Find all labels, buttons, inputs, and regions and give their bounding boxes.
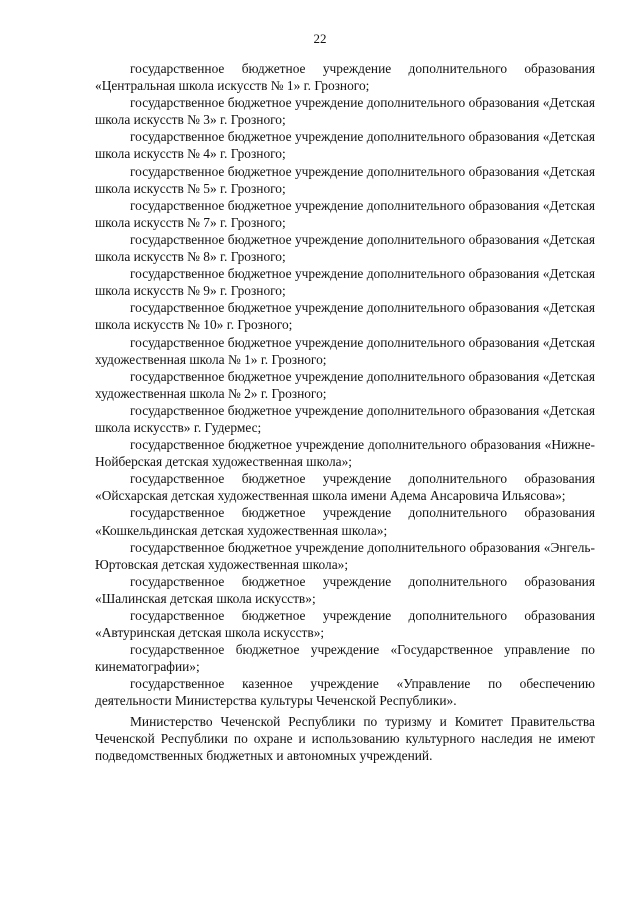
paragraph: государственное бюджетное учреждение дополнительного образования «Шалинская детская школа искусств»; [95, 573, 595, 606]
paragraph: государственное бюджетное учреждение дополнительного образования «Энгель-Юртовская детская художественная школа»; [95, 539, 595, 572]
paragraph: государственное бюджетное учреждение дополнительного образования «Детская школа искусств № 4» г. Грозного; [95, 129, 595, 162]
paragraph: государственное бюджетное учреждение дополнительного образования «Детская школа искусств № 9» г. Грозного; [95, 266, 595, 299]
page-number: 22 [313, 31, 327, 46]
paragraph: государственное бюджетное учреждение дополнительного образования «Детская художественная школа № 1» г. Грозного; [95, 334, 595, 367]
paragraph: государственное бюджетное учреждение дополнительного образования «Центральная школа искусств № 1» г. Грозного; [95, 61, 595, 94]
paragraph: государственное бюджетное учреждение дополнительного образования «Нижне-Нойберская детская художественная школа»; [95, 437, 595, 470]
paragraph: государственное бюджетное учреждение дополнительного образования «Детская художественная школа № 2» г. Грозного; [95, 368, 595, 401]
paragraph: государственное бюджетное учреждение дополнительного образования «Детская школа искусств № 10» г. Грозного; [95, 300, 595, 333]
paragraph: государственное бюджетное учреждение дополнительного образования «Детская школа искусств № 3» г. Грозного; [95, 95, 595, 128]
paragraph: государственное бюджетное учреждение «Государственное управление по кинематографии»; [95, 642, 595, 675]
paragraph: государственное казенное учреждение «Управление по обеспечению деятельности Министерства культуры Чеченской Республики». [95, 676, 595, 709]
document-body [95, 60, 595, 764]
closing-paragraph: Министерство Чеченской Республики по туризму и Комитет Правительства Чеченской Республики по охране и использованию культурного наследия не имеют подведомственных бюджетных и автономных учреждений. [95, 713, 595, 763]
paragraph: государственное бюджетное учреждение дополнительного образования «Ойсхарская детская художественная школа имени Адема Ансаровича Ильясова»; [95, 471, 595, 504]
paragraph: государственное бюджетное учреждение дополнительного образования «Кошкельдинская детская художественная школа»; [95, 505, 595, 538]
paragraph: государственное бюджетное учреждение дополнительного образования «Автуринская детская школа искусств»; [95, 608, 595, 641]
paragraph: государственное бюджетное учреждение дополнительного образования «Детская школа искусств» г. Гудермес; [95, 402, 595, 435]
paragraph: государственное бюджетное учреждение дополнительного образования «Детская школа искусств № 7» г. Грозного; [95, 197, 595, 230]
paragraph: государственное бюджетное учреждение дополнительного образования «Детская школа искусств № 8» г. Грозного; [95, 231, 595, 265]
paragraph: государственное бюджетное учреждение дополнительного образования «Детская школа искусств № 5» г. Грозного; [95, 163, 595, 196]
